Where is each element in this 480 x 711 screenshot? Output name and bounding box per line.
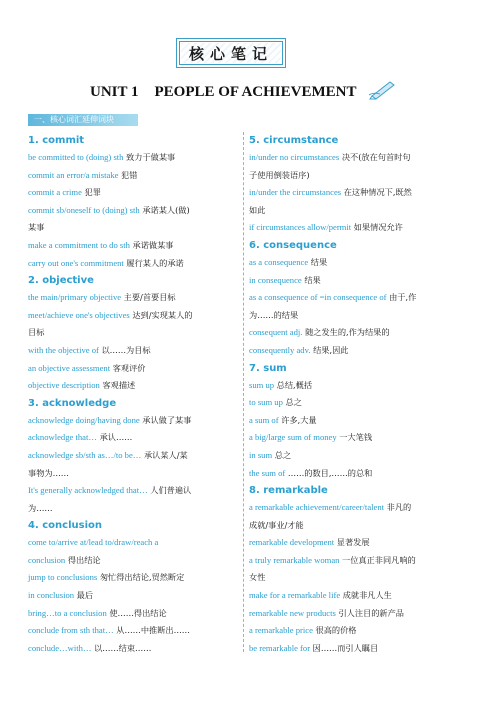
chinese-meaning: 目标: [28, 327, 45, 338]
chinese-meaning: 犯错: [118, 169, 138, 180]
english-phrase: consequently adv.: [249, 344, 311, 355]
phrase-line: [28, 465, 233, 483]
phrase-line: [28, 552, 233, 570]
chinese-meaning: 承诺做某事: [129, 239, 174, 250]
english-phrase: in conclusion: [28, 590, 75, 601]
chinese-meaning: 随之发生的,作为结果的: [302, 327, 390, 338]
phrase-line: [249, 587, 454, 605]
english-phrase: acknowledge doing/having done: [28, 414, 140, 425]
english-phrase: consequent adj.: [249, 327, 303, 338]
phrase-line: [28, 569, 233, 587]
chinese-meaning: 客观描述: [99, 380, 136, 391]
english-phrase: a remarkable price: [249, 625, 313, 636]
english-phrase: meet/achieve one's objectives: [28, 309, 130, 320]
chinese-meaning: 成就/事业/才能: [249, 519, 304, 530]
english-phrase: the main/primary objective: [28, 292, 122, 303]
chinese-meaning: 如此: [249, 204, 266, 215]
chinese-meaning: 为……: [28, 502, 53, 513]
phrase-line: [28, 307, 233, 325]
phrase-line: [28, 255, 233, 273]
phrase-line: [249, 640, 454, 658]
phrase-line: [28, 500, 233, 518]
chinese-meaning: 子使用倒装语序): [249, 169, 310, 180]
phrase-line: [249, 569, 454, 587]
phrase-line: [249, 307, 454, 325]
phrase-line: [28, 412, 233, 430]
english-phrase: in/under no circumstances: [249, 152, 340, 162]
chinese-meaning: 总结,概括: [274, 379, 313, 390]
phrase-line: [28, 447, 233, 465]
english-phrase: carry out one's commitment: [28, 257, 124, 268]
phrase-line: [249, 517, 454, 535]
phrase-line: [249, 184, 454, 202]
english-phrase: It's generally acknowledged that…: [28, 485, 148, 496]
english-phrase: bring…to a conclusion: [28, 607, 107, 618]
chinese-meaning: 一大笔钱: [336, 432, 373, 443]
phrase-line: [249, 377, 454, 395]
chinese-meaning: 显著发展: [334, 537, 370, 548]
chinese-meaning: 很高的价格: [312, 625, 357, 636]
phrase-line: [249, 254, 454, 272]
chinese-meaning: 主要/首要目标: [121, 292, 176, 303]
chinese-meaning: 使……得出结论: [106, 607, 167, 618]
phrase-line: [28, 219, 233, 237]
english-phrase: commit an error/a mistake: [28, 169, 119, 180]
chinese-meaning: ……的数目,……的总和: [285, 467, 373, 478]
phrase-line: [249, 342, 454, 360]
chinese-meaning: 匆忙得出结论,贸然断定: [97, 572, 185, 583]
pen-icon: [368, 78, 398, 100]
phrase-line: [249, 605, 454, 623]
phrase-line: [28, 167, 233, 185]
phrase-line: [28, 360, 233, 378]
phrase-line: [249, 289, 454, 307]
chinese-meaning: 结果: [308, 256, 328, 267]
english-phrase: to sum up: [249, 397, 283, 408]
phrase-line: [28, 429, 233, 447]
english-phrase: come to/arrive at/lead to/draw/reach a: [28, 537, 159, 548]
entry-heading: 4. conclusion: [28, 520, 102, 532]
phrase-line: [28, 482, 233, 500]
chinese-meaning: 女性: [249, 572, 266, 583]
phrase-line: [28, 534, 233, 552]
phrase-line: [28, 342, 233, 360]
phrase-line: [249, 622, 454, 640]
chinese-meaning: 决不(放在句首时句: [339, 152, 411, 162]
entry-heading: 1. commit: [28, 135, 85, 146]
chinese-meaning: 承诺某人(做): [139, 204, 190, 215]
english-phrase: conclusion: [28, 554, 66, 565]
chinese-meaning: 得出结论: [65, 554, 101, 565]
chinese-meaning: 成就非凡人生: [340, 590, 392, 601]
english-phrase: the sum of: [249, 467, 286, 478]
unit-number: UNIT 1: [90, 84, 139, 100]
english-phrase: commit a crime: [28, 187, 82, 198]
phrase-line: [249, 167, 454, 185]
english-phrase: be remarkable for: [249, 642, 311, 653]
chinese-meaning: 许多,大量: [278, 414, 317, 425]
phrase-line: [28, 324, 233, 342]
english-phrase: make for a remarkable life: [249, 590, 341, 601]
chinese-meaning: 结果: [301, 274, 321, 285]
english-phrase: as a consequence of =in consequence of: [249, 292, 387, 303]
right-column: [249, 132, 454, 657]
english-phrase: a big/large sum of money: [249, 432, 337, 443]
phrase-line: [249, 219, 454, 237]
chinese-meaning: 从……中推断出……: [113, 625, 190, 636]
phrase-line: [249, 272, 454, 290]
chinese-meaning: 达到/实现某人的: [129, 309, 193, 320]
phrase-line: [249, 202, 454, 220]
chinese-meaning: 最后: [74, 590, 94, 601]
column-divider: [243, 132, 244, 652]
chinese-meaning: 因……而引人瞩目: [310, 642, 379, 653]
english-phrase: if circumstances allow/permit: [249, 222, 352, 233]
phrase-line: [28, 289, 233, 307]
phrase-line: [28, 640, 233, 658]
phrase-line: [28, 149, 233, 167]
english-phrase: conclude from sth that…: [28, 625, 114, 636]
unit-title: PEOPLE OF ACHIEVEMENT: [154, 84, 357, 100]
entry-heading: 2. objective: [28, 275, 94, 287]
chinese-meaning: 某事: [28, 222, 45, 233]
notes-title-box: [176, 38, 286, 68]
phrase-line: [249, 324, 454, 342]
chinese-meaning: 非凡的: [384, 502, 412, 513]
chinese-meaning: 引人注目的新产品: [335, 607, 404, 618]
entry-heading: 5. circumstance: [249, 135, 339, 146]
phrase-line: [249, 534, 454, 552]
phrase-line: [249, 552, 454, 570]
english-phrase: conclude…with…: [28, 642, 92, 653]
english-phrase: acknowledge sb/sth as…/to be…: [28, 449, 142, 460]
phrase-line: [28, 237, 233, 255]
english-phrase: with the objective of: [28, 344, 99, 355]
notes-title: 核心笔记: [181, 43, 281, 63]
chinese-meaning: 承认某人/某: [141, 449, 188, 460]
chinese-meaning: 总之: [272, 449, 292, 460]
entry-heading: 3. acknowledge: [28, 397, 117, 409]
chinese-meaning: 承认……: [96, 432, 133, 443]
unit-heading: [90, 84, 356, 101]
chinese-meaning: 在这种情况下,既然: [341, 187, 412, 198]
chinese-meaning: 如果情况允许: [351, 222, 403, 233]
phrase-line: [249, 499, 454, 517]
phrase-line: [249, 429, 454, 447]
english-phrase: an objective assessment: [28, 362, 111, 373]
chinese-meaning: 结果,因此: [310, 344, 349, 355]
english-phrase: remarkable new products: [249, 607, 336, 618]
english-phrase: as a consequence: [249, 256, 309, 267]
phrase-line: [28, 184, 233, 202]
phrase-line: [28, 622, 233, 640]
entry-heading: 7. sum: [249, 362, 287, 374]
phrase-line: [249, 412, 454, 430]
left-column: [28, 132, 233, 657]
english-phrase: in consequence: [249, 274, 302, 285]
english-phrase: sum up: [249, 379, 275, 390]
chinese-meaning: 致力于做某事: [123, 152, 176, 162]
chinese-meaning: 人们普遍认: [147, 485, 192, 496]
english-phrase: remarkable development: [249, 537, 335, 548]
chinese-meaning: 客观评价: [110, 362, 146, 373]
phrase-line: [28, 377, 233, 395]
section-label: 一、核心词汇延伸词块: [28, 114, 138, 126]
chinese-meaning: 以……结束……: [91, 642, 152, 653]
chinese-meaning: 犯罪: [81, 187, 101, 198]
entry-heading: 6. consequence: [249, 239, 337, 251]
english-phrase: jump to conclusions: [28, 572, 98, 583]
english-phrase: a sum of: [249, 414, 279, 425]
phrase-line: [28, 605, 233, 623]
english-phrase: commit sb/oneself to (doing) sth: [28, 204, 140, 215]
phrase-line: [28, 587, 233, 605]
english-phrase: a remarkable achievement/career/talent: [249, 502, 385, 513]
entry-heading: 8. remarkable: [249, 485, 328, 497]
english-phrase: in/under the circumstances: [249, 187, 342, 198]
chinese-meaning: 事物为……: [28, 467, 69, 478]
english-phrase: acknowledge that…: [28, 432, 97, 443]
english-phrase: objective description: [28, 380, 100, 391]
phrase-line: [249, 465, 454, 483]
english-phrase: make a commitment to do sth: [28, 239, 130, 250]
english-phrase: a truly remarkable woman: [249, 554, 340, 565]
chinese-meaning: 为……的结果: [249, 309, 299, 320]
phrase-line: [28, 202, 233, 220]
chinese-meaning: 以……为目标: [98, 344, 151, 355]
chinese-meaning: 承认做了某事: [139, 414, 192, 425]
phrase-line: [249, 447, 454, 465]
chinese-meaning: 总之: [282, 397, 302, 408]
chinese-meaning: 履行某人的承诺: [123, 257, 184, 268]
phrase-line: [249, 394, 454, 412]
chinese-meaning: 由于,作: [386, 292, 417, 303]
english-phrase: in sum: [249, 449, 273, 460]
english-phrase: be committed to (doing) sth: [28, 152, 124, 162]
chinese-meaning: 一位真正非同凡响的: [339, 554, 416, 565]
phrase-line: [249, 149, 454, 167]
